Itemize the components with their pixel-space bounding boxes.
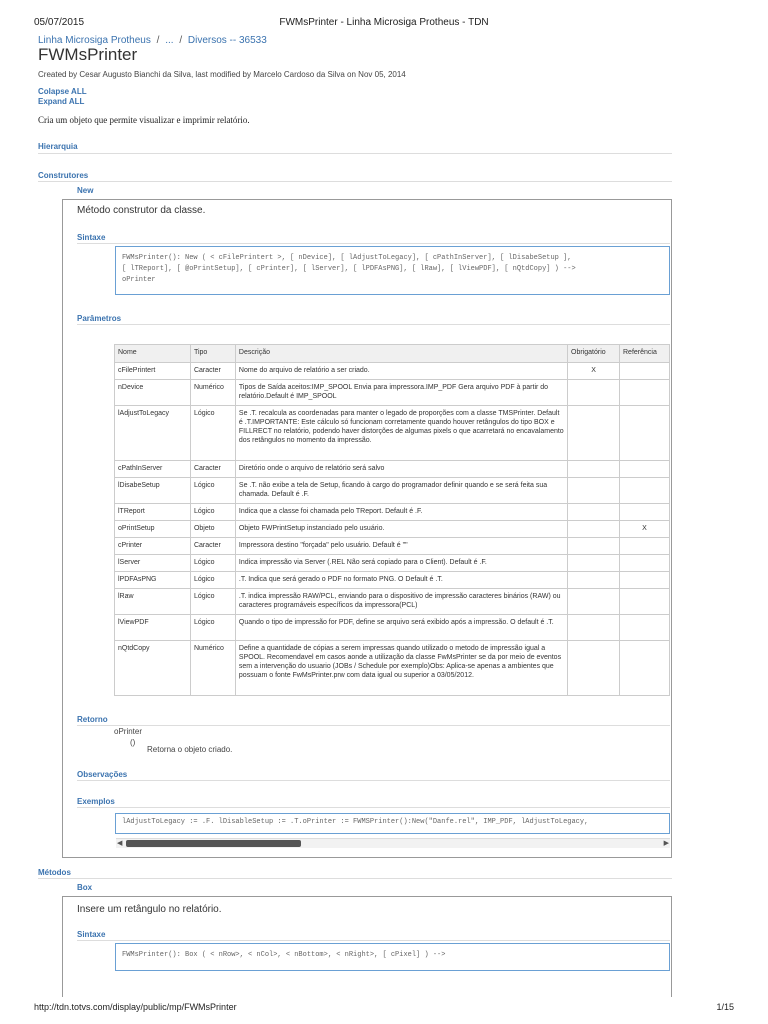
param-type: Numérico <box>190 641 235 696</box>
print-url: http://tdn.totvs.com/display/public/mp/FWMsPrinter <box>34 1002 237 1012</box>
section-divider <box>38 181 672 182</box>
param-name: nQtdCopy <box>115 641 191 696</box>
param-required <box>568 572 620 589</box>
section-divider <box>38 153 672 154</box>
example-code <box>115 813 670 834</box>
param-required: X <box>568 363 620 380</box>
param-type: Lógico <box>190 615 235 641</box>
section-divider <box>77 725 670 726</box>
example-code-line: lAdjustToLegacy := .F. lDisableSetup := .T.oPrinter := FWMSPrinter():New("Danfe.rel", IMP_PDF, lAdjustToLegacy, <box>122 818 589 826</box>
param-name: lServer <box>115 555 191 572</box>
header-referencia: Referência <box>620 345 670 363</box>
param-required <box>568 504 620 521</box>
param-desc: Indica impressão via Server (.REL Não será copiado para o Client). Default é .F. <box>235 555 567 572</box>
header-descricao: Descrição <box>235 345 567 363</box>
subsection-box[interactable]: Box <box>77 883 93 892</box>
param-desc: .T. indica impressão RAW/PCL, enviando para o dispositivo de impressão caracteres binários (RAW) ou caracteres programáveis específicos da impressora(PCL) <box>235 589 567 615</box>
param-type: Lógico <box>190 572 235 589</box>
param-reference <box>620 615 670 641</box>
param-type: Lógico <box>190 504 235 521</box>
breadcrumb-separator: / <box>179 35 183 46</box>
syntax-line: [ lTReport], [ @oPrintSetup], [ cPrinter], [ lServer], [ lPDFAsPNG], [ lRaw], [ lViewPDF], [ nQtdCopy] ) --> <box>122 265 576 273</box>
param-name: oPrintSetup <box>115 521 191 538</box>
horizontal-scrollbar[interactable] <box>116 838 670 848</box>
param-type: Lógico <box>190 406 235 461</box>
page-description: Cria um objeto que permite visualizar e imprimir relatório. <box>38 115 250 125</box>
print-header <box>34 17 734 28</box>
observacoes-label[interactable]: Observações <box>77 770 128 779</box>
parametros-label[interactable]: Parâmetros <box>77 314 122 323</box>
param-type: Caracter <box>190 363 235 380</box>
param-name: cFilePrintert <box>115 363 191 380</box>
param-reference <box>620 406 670 461</box>
param-desc: Se .T. não exibe a tela de Setup, ficando à cargo do programador definir quando e se será feita sua chamada. Default é .F. <box>235 478 567 504</box>
table-row <box>115 521 670 538</box>
param-name: lRaw <box>115 589 191 615</box>
param-reference <box>620 538 670 555</box>
param-type: Numérico <box>190 380 235 406</box>
param-reference <box>620 363 670 380</box>
table-row <box>115 538 670 555</box>
param-required <box>568 615 620 641</box>
page-meta: Created by Cesar Augusto Bianchi da Silva, last modified by Marcelo Cardoso da Silva on Nov 05, 2014 <box>38 70 406 79</box>
section-construtores[interactable]: Construtores <box>38 171 89 180</box>
syntax-line: FWMsPrinter(): New ( < cFilePrintert >, [ nDevice], [ lAdjustToLegacy], [ cPathInServer], [ lDisabeSetup ], <box>122 254 572 262</box>
header-tipo: Tipo <box>190 345 235 363</box>
param-desc: Impressora destino "forçada" pelo usuário. Default é "" <box>235 538 567 555</box>
param-type: Lógico <box>190 478 235 504</box>
param-desc: .T. Indica que será gerado o PDF no formato PNG. O Default é .T. <box>235 572 567 589</box>
section-divider <box>38 878 672 879</box>
param-name: lTReport <box>115 504 191 521</box>
param-desc: Nome do arquivo de relatório a ser criado. <box>235 363 567 380</box>
param-reference <box>620 641 670 696</box>
param-name: cPrinter <box>115 538 191 555</box>
section-divider <box>77 807 670 808</box>
param-required <box>568 478 620 504</box>
table-row <box>115 572 670 589</box>
param-desc: Se .T. recalcula as coordenadas para manter o legado de proporções com a classe TMSPrinter. Default é .T.IMPORTANTE: Este cálculo só funcionam corretamente quando houver retângulos do tipo BOX e FILLRECT no relatório, podendo haver distorções de algumas pixels o que acarretará no encavalamento dos retângulos no momento da impressão. <box>235 406 567 461</box>
param-reference <box>620 380 670 406</box>
table-row <box>115 406 670 461</box>
param-name: nDevice <box>115 380 191 406</box>
retorno-label[interactable]: Retorno <box>77 715 108 724</box>
table-row <box>115 380 670 406</box>
section-metodos[interactable]: Métodos <box>38 868 71 877</box>
syntax-box-code <box>115 943 670 971</box>
param-name: cPathInServer <box>115 461 191 478</box>
page-title: FWMsPrinter <box>38 45 138 64</box>
table-row <box>115 641 670 696</box>
param-reference: X <box>620 521 670 538</box>
param-reference <box>620 589 670 615</box>
section-divider <box>77 243 670 244</box>
param-required <box>568 380 620 406</box>
scroll-left-icon[interactable]: ◀ <box>117 840 123 847</box>
print-date: 05/07/2015 <box>34 17 85 28</box>
table-row <box>115 504 670 521</box>
param-desc: Quando o tipo de impressão for PDF, define se arquivo será exibido após a impressão. O default é .T. <box>235 615 567 641</box>
param-name: lPDFAsPNG <box>115 572 191 589</box>
table-row <box>115 461 670 478</box>
section-divider <box>77 780 670 781</box>
header-nome: Nome <box>115 345 191 363</box>
print-page-title: FWMsPrinter - Linha Microsiga Protheus - TDN <box>279 17 489 28</box>
return-name: oPrinter <box>114 727 143 736</box>
print-page-count: 1/15 <box>716 1002 734 1012</box>
sintaxe-label[interactable]: Sintaxe <box>77 930 106 939</box>
table-row <box>115 589 670 615</box>
syntax-line: FWMsPrinter(): Box ( < nRow>, < nCol>, < nBottom>, < nRight>, [ cPixel] ) --> <box>122 951 446 959</box>
param-type: Lógico <box>190 555 235 572</box>
param-required <box>568 521 620 538</box>
param-desc: Objeto FWPrintSetup instanciado pelo usuário. <box>235 521 567 538</box>
param-required <box>568 461 620 478</box>
return-type: () <box>130 738 136 747</box>
table-row <box>115 555 670 572</box>
params-table <box>114 344 670 696</box>
table-row <box>115 478 670 504</box>
breadcrumb-item-diversos[interactable]: Diversos -- 36533 <box>187 35 267 46</box>
box-description: Insere um retângulo no relatório. <box>77 904 222 915</box>
breadcrumb-item-ellipsis[interactable]: ... <box>165 35 174 46</box>
collapse-all-link[interactable]: Colapse ALL <box>38 87 87 96</box>
param-type: Caracter <box>190 538 235 555</box>
param-desc: Define a quantidade de cópias a serem impressas quando utilizado o metodo de impressão igual a SPOOL. Recomendavel em casos aonde a utilização da classe FwMsPrinter se da por meio de eventos sem a intervenção do usuario (JOBs / Schedule por exemplo)Obs: Aplica-se apenas a ambientes que possuam o fonte FwMsPrinter.prw com data igual ou superior a 03/05/2012. <box>235 641 567 696</box>
param-name: lAdjustToLegacy <box>115 406 191 461</box>
header-obrigatorio: Obrigatório <box>568 345 620 363</box>
new-description: Método construtor da classe. <box>77 205 206 216</box>
param-reference <box>620 478 670 504</box>
scroll-right-icon[interactable]: ▶ <box>663 840 669 847</box>
param-type: Objeto <box>190 521 235 538</box>
param-desc: Tipos de Saída aceitos:IMP_SPOOL Envia para impressora.IMP_PDF Gera arquivo PDF à partir do relatório.Default é IMP_SPOOL <box>235 380 567 406</box>
exemplos-label[interactable]: Exemplos <box>77 797 115 806</box>
param-name: lViewPDF <box>115 615 191 641</box>
scrollbar-thumb[interactable] <box>126 840 301 847</box>
param-required <box>568 641 620 696</box>
param-required <box>568 589 620 615</box>
param-required <box>568 538 620 555</box>
param-name: lDisabeSetup <box>115 478 191 504</box>
print-footer <box>34 1002 734 1012</box>
syntax-line: oPrinter <box>122 276 156 284</box>
section-divider <box>77 324 670 325</box>
breadcrumb-separator: / <box>156 35 160 46</box>
section-hierarquia[interactable]: Hierarquia <box>38 142 78 151</box>
subsection-new[interactable]: New <box>77 186 94 195</box>
expand-all-link[interactable]: Expand ALL <box>38 97 85 106</box>
section-divider <box>77 940 670 941</box>
param-reference <box>620 504 670 521</box>
param-desc: Indica que a classe foi chamada pelo TReport. Default é .F. <box>235 504 567 521</box>
param-type: Caracter <box>190 461 235 478</box>
breadcrumb-item-linha[interactable]: Linha Microsiga Protheus <box>38 35 151 46</box>
param-reference <box>620 461 670 478</box>
param-type: Lógico <box>190 589 235 615</box>
sintaxe-label[interactable]: Sintaxe <box>77 233 106 242</box>
table-row <box>115 363 670 380</box>
table-header-row <box>115 345 670 363</box>
param-desc: Diretório onde o arquivo de relatório será salvo <box>235 461 567 478</box>
param-required <box>568 555 620 572</box>
param-reference <box>620 555 670 572</box>
param-reference <box>620 572 670 589</box>
table-row <box>115 615 670 641</box>
param-required <box>568 406 620 461</box>
return-desc: Retorna o objeto criado. <box>147 745 233 754</box>
syntax-new-code <box>115 246 670 295</box>
